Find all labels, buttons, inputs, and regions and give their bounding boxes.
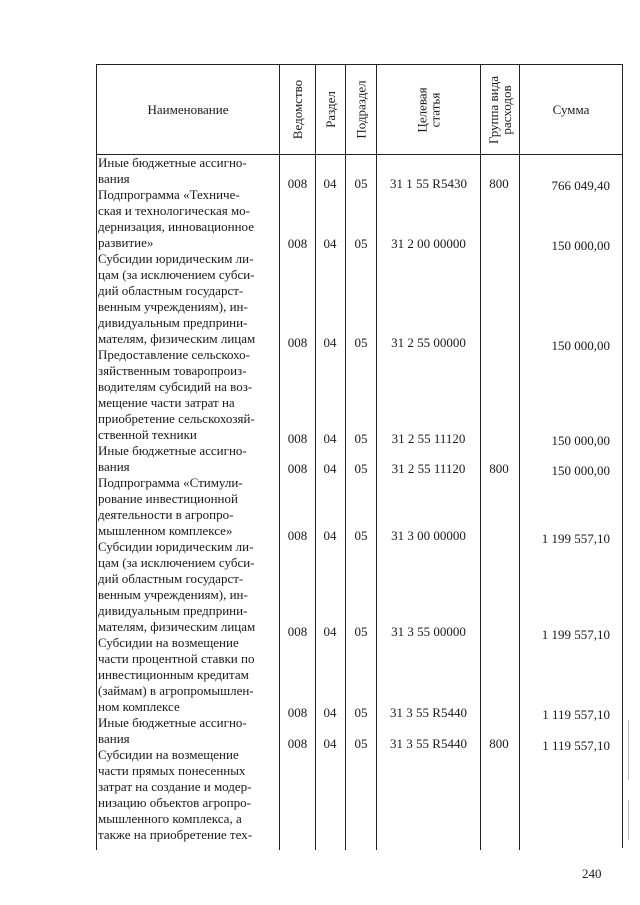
amount-value: 766 049,40 bbox=[551, 178, 610, 193]
subsection-code: 05 bbox=[354, 705, 368, 720]
name-line: Подпрограмма «Техниче- bbox=[98, 187, 240, 202]
target-article-code: 31 3 00 00000 bbox=[391, 528, 466, 543]
name-line: вания bbox=[98, 459, 130, 474]
header-amount-label: Сумма bbox=[552, 101, 590, 117]
name-line: дий областным государст- bbox=[98, 283, 244, 298]
department-code: 008 bbox=[287, 236, 308, 251]
department-code: 008 bbox=[287, 624, 308, 639]
section-code: 04 bbox=[323, 736, 337, 751]
amount-value: 150 000,00 bbox=[551, 238, 610, 253]
header-subsection bbox=[346, 65, 376, 154]
amount-value: 1 199 557,10 bbox=[541, 627, 610, 642]
target-article-code: 31 2 55 11120 bbox=[391, 461, 466, 476]
name-line: Иные бюджетные ассигно- bbox=[98, 443, 247, 458]
name-line: низацию объектов агропро- bbox=[98, 795, 251, 810]
name-line: дивидуальным предприни- bbox=[98, 603, 248, 618]
subsection-code: 05 bbox=[354, 528, 368, 543]
name-line: вания bbox=[98, 731, 130, 746]
amount-value: 1 119 557,10 bbox=[542, 738, 610, 753]
target-article-code: 31 2 55 00000 bbox=[391, 335, 466, 350]
name-line: цам (за исключением субси- bbox=[98, 267, 255, 282]
section-code: 04 bbox=[323, 528, 337, 543]
table-right-border bbox=[622, 64, 623, 848]
name-line: Иные бюджетные ассигно- bbox=[98, 715, 247, 730]
department-code: 008 bbox=[287, 335, 308, 350]
expense-group-code: 800 bbox=[489, 176, 509, 191]
header-name bbox=[97, 65, 279, 154]
name-line: венным учреждениям), ин- bbox=[98, 299, 248, 314]
name-line: части процентной ставки по bbox=[98, 651, 255, 666]
name-line: рование инвестиционной bbox=[98, 491, 238, 506]
scan-edge-mark bbox=[628, 800, 629, 840]
target-article-code: 31 2 55 11120 bbox=[391, 431, 466, 446]
name-line: ном комплексе bbox=[98, 699, 180, 714]
name-line: деятельности в агропро- bbox=[98, 507, 234, 522]
header-department bbox=[280, 65, 315, 154]
section-code: 04 bbox=[323, 431, 337, 446]
department-code: 008 bbox=[287, 528, 308, 543]
subsection-code: 05 bbox=[354, 236, 368, 251]
header-department-label: Ведомство bbox=[290, 79, 305, 140]
name-line: Иные бюджетные ассигно- bbox=[98, 155, 247, 170]
amount-value: 150 000,00 bbox=[551, 338, 610, 353]
name-line: инвестиционным кредитам bbox=[98, 667, 249, 682]
name-line: дивидуальным предприни- bbox=[98, 315, 248, 330]
header-name-label: Наименование bbox=[147, 101, 229, 117]
section-code: 04 bbox=[323, 624, 337, 639]
header-subsection-label: Подраздел bbox=[353, 80, 369, 139]
amount-value: 1 199 557,10 bbox=[541, 531, 610, 546]
section-code: 04 bbox=[323, 335, 337, 350]
subsection-code: 05 bbox=[354, 736, 368, 751]
amount-value: 1 119 557,10 bbox=[542, 707, 610, 722]
section-code: 04 bbox=[323, 176, 337, 191]
name-line: также на приобретение тех- bbox=[98, 827, 253, 842]
target-article-code: 31 1 55 R5430 bbox=[390, 176, 467, 191]
section-code: 04 bbox=[323, 461, 337, 476]
amount-value: 150 000,00 bbox=[551, 433, 610, 448]
name-line: мателям, физическим лицам bbox=[98, 619, 256, 634]
name-line: мещение части затрат на bbox=[98, 395, 235, 410]
header-amount bbox=[520, 65, 622, 154]
name-line: Предоставление сельскохо- bbox=[98, 347, 251, 362]
name-line: вания bbox=[98, 171, 130, 186]
target-article-code: 31 3 55 R5440 bbox=[390, 705, 467, 720]
name-line: Субсидии юридическим ли- bbox=[98, 539, 254, 554]
name-line: части прямых понесенных bbox=[98, 763, 246, 778]
section-code: 04 bbox=[323, 236, 337, 251]
name-line: развитие» bbox=[98, 235, 154, 250]
target-article-code: 31 3 55 R5440 bbox=[390, 736, 467, 751]
department-code: 008 bbox=[287, 431, 308, 446]
name-line: ственной техники bbox=[98, 427, 197, 442]
name-line: мышленном комплексе» bbox=[98, 523, 233, 538]
department-code: 008 bbox=[287, 176, 308, 191]
header-target-article-line1: Целевая bbox=[414, 86, 430, 133]
header-expense-group-line1: Группа вида bbox=[486, 75, 502, 144]
subsection-code: 05 bbox=[354, 461, 368, 476]
subsection-code: 05 bbox=[354, 176, 368, 191]
name-line: (займам) в агропромышлен- bbox=[98, 683, 254, 698]
subsection-code: 05 bbox=[354, 335, 368, 350]
name-line: венным учреждениям), ин- bbox=[98, 587, 248, 602]
amount-value: 150 000,00 bbox=[551, 463, 610, 478]
name-line: Субсидии на возмещение bbox=[98, 747, 239, 762]
subsection-code: 05 bbox=[354, 624, 368, 639]
expense-group-code: 800 bbox=[489, 461, 509, 476]
name-line: приобретение сельскохозяй- bbox=[98, 411, 255, 426]
department-code: 008 bbox=[287, 736, 308, 751]
department-code: 008 bbox=[287, 461, 308, 476]
target-article-code: 31 2 00 00000 bbox=[391, 236, 466, 251]
name-line: цам (за исключением субси- bbox=[98, 555, 255, 570]
name-line: Подпрограмма «Стимули- bbox=[98, 475, 243, 490]
header-expense-group-line2: расходов bbox=[499, 84, 515, 135]
header-target-article bbox=[377, 65, 480, 154]
name-line: затрат на создание и модер- bbox=[98, 779, 252, 794]
column-divider-department bbox=[279, 64, 280, 850]
header-expense-group bbox=[481, 65, 519, 154]
name-line: водителям субсидий на воз- bbox=[98, 379, 253, 394]
department-code: 008 bbox=[287, 705, 308, 720]
header-section-label: Раздел bbox=[323, 91, 338, 128]
name-line: дернизация, инновационное bbox=[98, 219, 254, 234]
page-number: 240 bbox=[582, 866, 602, 881]
header-target-article-line2: статья bbox=[427, 92, 443, 127]
target-article-code: 31 3 55 00000 bbox=[391, 624, 466, 639]
table-left-border bbox=[96, 64, 97, 850]
name-line: Субсидии на возмещение bbox=[98, 635, 239, 650]
name-line: ская и технологическая мо- bbox=[98, 203, 251, 218]
scan-edge-mark bbox=[628, 720, 629, 780]
name-line: мателям, физическим лицам bbox=[98, 331, 256, 346]
header-section bbox=[316, 65, 345, 154]
name-line: зяйственным товаропроиз- bbox=[98, 363, 247, 378]
section-code: 04 bbox=[323, 705, 337, 720]
subsection-code: 05 bbox=[354, 431, 368, 446]
expense-group-code: 800 bbox=[489, 736, 509, 751]
name-line: дий областным государст- bbox=[98, 571, 244, 586]
name-line: мышленного комплекса, а bbox=[98, 811, 242, 826]
name-line: Субсидии юридическим ли- bbox=[98, 251, 254, 266]
